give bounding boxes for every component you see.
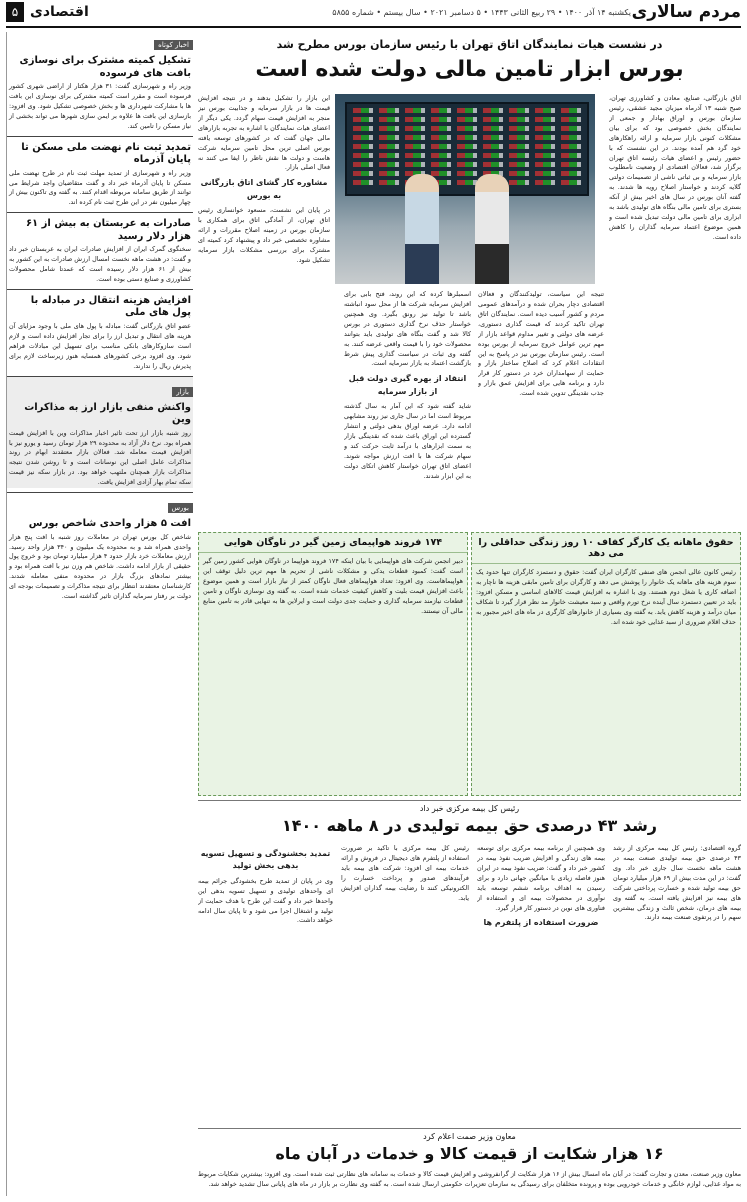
section-tag: بورس: [168, 503, 194, 513]
main-column-b-text: اسمبلرها کرده که این روند، فتح بابی برای افزایش سرمایه شرکت ها از محل سود انباشته باشد تا تولید نیز رونق بگیرد. وی همچنین خواستار حذف نرخ گذاری دستوری در بورس کالا شد و گفت بنگاه های تولیدی باید بتوانند محصولات خود را با قیمت واقعی عرضه کنند. به گفته وی ثبات در سیاست گذاری پیش شرط بازگشت اعتماد به بازار سرمایه است.: [344, 290, 471, 368]
section-tag: اخبار کوتاه: [154, 40, 193, 50]
newspaper-logo: مردم سالاری: [631, 2, 741, 22]
insurance-headline: رشد ۴۳ درصدی حق بیمه تولیدی در ۸ ماهه ۱۴۰۰: [281, 816, 658, 835]
insurance-subhead-2: تمدید بخشنودگی و تسهیل تسویه بدهی بخش تولید: [200, 849, 331, 871]
insurance-column-d-text: وی در پایان از تمدید طرح بخشودگی جرائم بیمه ای واحدهای تولیدی و تسهیل تسویه بدهی این واحدها خبر داد و گفت این طرح با هدف حمایت از تولید و اشتغال اجرا می شود و تا پایان سال ادامه خواهد داشت.: [198, 876, 333, 925]
news-text: عضو اتاق بازرگانی گفت: مبادله با پول های ملی با وجود مزایای آن هزینه های انتقال و تبدیل ارز را برای تجار افزایش داده است و لازم است سازوکارهای بانکی مناسب برای تسهیل این مبادلات فراهم شود. وی افزود برخی کشورهای همسایه هنوز زیرساخت لازم برای پذیرش ریال را ندارند.: [9, 321, 191, 370]
wage-news-box: [471, 532, 741, 796]
insurance-column-d: [198, 844, 333, 1124]
news-text: سخنگوی گمرک ایران از افزایش صادرات ایران به عربستان خبر داد و گفت: در هشت ماهه نخست امسال ارزش صادرات به این کشور به بیش از ۶۱ هزار دلار رسیده است که عمدتا شامل محصولات کشاورزی و صنایع دستی بوده است.: [9, 245, 191, 284]
section-name: اقتصادی: [30, 4, 89, 20]
stock-board-graphic: [345, 102, 589, 196]
news-text: وزیر راه و شهرسازی از تمدید مهلت ثبت نام در طرح نهضت ملی مسکن تا پایان آذرماه خبر داد و گفت متقاضیان واجد شرایط می توانند از طریق سامانه مربوطه اقدام کنند. به گفته وی تاکنون بیش از چهار میلیون نفر در این طرح ثبت نام کرده اند.: [9, 168, 191, 207]
page-number: ۵: [6, 2, 24, 22]
wage-news-text: رئیس کانون عالی انجمن های صنفی کارگران ایران گفت: حقوق و دستمزد کارگران تنها حدود یک سوم هزینه های ماهانه یک خانوار را پوشش می دهد و کارگران برای تامین مابقی هزینه ها ناچار به اضافه کاری یا شغل دوم هستند. وی با اشاره به افزایش قیمت کالاهای اساسی و مسکن افزود: باید در تعیین دستمزد سال آینده نرخ تورم واقعی و سبد معیشت خانوار مد نظر قرار گیرد تا شکاف میان درآمد و هزینه کاهش یابد. به گفته وی بسیاری از خانوارهای کارگری در ماه های اخیر مجبور به حذف اقلام ضروری از سبد غذایی خود شده اند.: [476, 568, 736, 626]
short-news-section: [7, 32, 193, 132]
aviation-news-box: [198, 532, 468, 796]
news-text: شاخص کل بورس تهران در معاملات روز شنبه با افت پنج هزار واحدی همراه شد و به محدوده یک میلیون و ۳۴۰ هزار واحد رسید. ارزش معاملات خرد بازار حدود ۴ هزار میلیارد تومان بود و خروج پول حقیقی از بازار ادامه داشت. شاخص هم وزن نیز با افت همراه بود و بیشتر نمادهای بزرگ بازار در محدوده منفی معامله شدند. کارشناسان معتقدند انتظار برای نتیجه مذاکرات و تصمیمات بودجه ای دولت بر رفتار سرمایه گذاران تاثیر گذاشته است.: [9, 532, 191, 601]
news-item: [7, 289, 193, 372]
main-column-c: [198, 94, 330, 534]
market-section: [7, 376, 193, 489]
complaints-text: معاون وزیر صنعت، معدن و تجارت گفت: در آبان ماه امسال بیش از ۱۶ هزار شکایت از گرانفروشی و افزایش قیمت کالا و خدمات به سامانه های نظارتی ثبت شده است. وی افزود: بیشترین شکایات مربوط به مواد غذایی، لوازم خانگی و خدمات خودرویی بوده و پرونده متخلفان برای رسیدگی به سازمان تعزیرات حکومتی ارسال شده است. به گفته وی نظارت بر بازار در ماه های پایانی سال تشدید خواهد شد.: [198, 1170, 741, 1188]
person-figure: [405, 174, 439, 284]
insurance-subhead-1: ضرورت استفاده از پلتفرم ها: [483, 918, 599, 928]
main-column-c-text: این بازار را تشکیل بدهند و در نتیجه افزایش قیمت ها در بازار سرمایه و جذابیت بورس نیز منجر به افزایش قیمت سهام گردد. یکی دیگر از اعضای هیات نمایندگان با اشاره به تجربه بازارهای مالی جهان گفت که در کشورهای توسعه یافته بورس اصلی ترین محل تامین سرمایه شرکت هاست و دولت ها نقش ناظر را ایفا می کنند نه فعال اصلی بازار.: [198, 94, 330, 172]
news-title: واکنش منفی بازار ارز به مذاکرات وین: [24, 401, 191, 426]
main-column-b: [344, 290, 471, 534]
news-text: روز شنبه بازار ارز تحت تاثیر اخبار مذاکرات وین با افزایش قیمت همراه بود. نرخ دلار آزاد به محدوده ۲۹ هزار تومان رسید و یورو نیز با افزایش قیمت معامله شد. فعالان بازار معتقدند ابهام در روند مذاکرات عامل اصلی این نوسانات است و تا روشن شدن نتیجه مذاکرات بازار همچنان ملتهب خواهد بود. در بازار سکه نیز قیمت سکه تمام بهار آزادی افزایش یافت.: [9, 428, 191, 487]
complaints-headline: ۱۶ هزار شکایت از قیمت کالا و خدمات در آبان ماه: [275, 1144, 664, 1163]
news-item: [7, 136, 193, 209]
main-column-e-text: در پایان این نشست، مسعود خوانساری رئیس اتاق تهران، از آمادگی اتاق برای همکاری با سازمان بورس در زمینه اصلاح مقررات و ارائه مشاوره تخصصی خبر داد و پیشنهاد کرد کمیته ای مشترک برای بررسی مشکلات بازار سرمایه تشکیل شود.: [198, 206, 330, 264]
insurance-column-b: [477, 844, 605, 1124]
main-column-d-text: شاید گفته شود که این آمار به سال گذشته مربوط است اما در سال جاری نیز روند مشابهی ادامه دارد. عرضه اوراق بدهی دولتی و انتشار گسترده این اوراق باعث شده که نقدینگی بازار به سمت ابزارهای با درآمد ثابت حرکت کند و سهام شرکت ها با افت ارزش مواجه شوند. اعضای اتاق تهران خواستار کاهش اتکای دولت به این ابزار شدند.: [344, 402, 471, 480]
stock-exchange-photo: [335, 94, 595, 284]
insurance-column-a: گروه اقتصادی: رئیس کل بیمه مرکزی از رشد ۴۳ درصدی حق بیمه تولیدی صنعت بیمه در هشت ماهه نخست سال جاری خبر داد. وی گفت: در این مدت بیش از ۶۹ هزار میلیارد تومان حق بیمه تولید شده و خسارت پرداختی شرکت های بیمه نیز افزایش یافته است. به گفته وی بیمه های درمان، شخص ثالث و زندگی بیشترین سهم را در پرتفوی صنعت بیمه دارند.: [613, 844, 741, 922]
main-subhead-2: مشاوره کار گشای اتاق بازرگانی به بورس: [200, 178, 328, 200]
news-title: افزایش هزینه انتقال در مبادله با پول های ملی: [30, 294, 191, 319]
news-text: وزیر راه و شهرسازی گفت: ۳۱ هزار هکتار از اراضی شهری کشور فرسوده است و مقرر است کمیته مشترکی برای نوسازی این بافت ها با مشارکت شهرداری ها و بخش خصوصی تشکیل شود. وی افزود: بازسازی این بافت ها علاوه بر ایمن سازی شهرها می تواند بخشی از نیاز مسکن را تامین کند.: [9, 82, 191, 130]
news-item: [7, 212, 193, 285]
main-kicker: در نشست هیات نمایندگان اتاق تهران با رئیس سازمان بورس مطرح شد: [276, 38, 663, 51]
issue-info: یکشنبه ۱۴ آذر ۱۴۰۰ • ۲۹ ربیع الثانی ۱۴۴۳ • ۵ دسامبر ۲۰۲۱ • سال بیستم • شماره ۵۸۵۵: [332, 8, 631, 17]
main-content: [198, 32, 741, 1196]
aviation-news-title: ۱۷۴ فروند هواپیمای زمین گیر در ناوگان هوایی: [199, 533, 467, 553]
news-title: تمدید ثبت نام نهضت ملی مسکن تا پایان آذرماه: [21, 141, 191, 166]
divider: [198, 1128, 741, 1129]
main-headline: بورس ابزار تامین مالی دولت شده است: [255, 57, 684, 82]
left-column: [6, 32, 193, 1196]
divider: [198, 800, 741, 801]
news-title: تشکیل کمیته مشترک برای نوسازی بافت های فرسوده: [19, 55, 191, 79]
person-figure: [475, 174, 509, 284]
insurance-column-c: رئیس کل بیمه مرکزی با تاکید بر ضرورت استفاده از پلتفرم های دیجیتال در فروش و ارائه خدمات بیمه ای افزود: شرکت های بیمه باید فرآیندهای صدور و پرداخت خسارت را الکترونیکی کنند تا رضایت بیمه گذاران افزایش یابد.: [341, 844, 469, 902]
section-tag: بازار: [172, 387, 193, 397]
stock-section: [7, 492, 193, 602]
insurance-column-b-text: وی همچنین از برنامه بیمه مرکزی برای توسعه بیمه های زندگی و افزایش ضریب نفوذ بیمه در کشور خبر داد و گفت: ضریب نفوذ بیمه در ایران هنوز فاصله زیادی با میانگین جهانی دارد و برای رسیدن به اهداف برنامه ششم توسعه باید نوآوری در محصولات بیمه ای و استفاده از فناوری های نوین در دستور کار قرار گیرد.: [477, 844, 605, 912]
news-title: افت ۵ هزار واحدی شاخص بورس: [28, 518, 191, 530]
masthead: [6, 2, 741, 28]
main-column-a: تنیجه این سیاست، تولیدکنندگان و فعالان اقتصادی دچار بحران شده و درآمدهای عمومی مردم و کشور آسیب دیده است. نمایندگان اتاق تهران تاکید کردند که قیمت گذاری دستوری، عرضه های دولتی و تغییر مداوم قواعد بازار از مهم ترین عوامل خروج سرمایه از بورس بوده است. رئیس سازمان بورس نیز در پاسخ به این انتقادات اعلام کرد که اصلاح ساختار بازار و حمایت از سهامداران خرد در دستور کار قرار دارد و برنامه هایی برای افزایش عمق بازار و جذب نقدینگی تدوین شده است.: [478, 290, 604, 398]
wage-news-title: حقوق ماهانه یک کارگر کفاف ۱۰ روز زندگی حداقلی را می دهد: [472, 533, 740, 564]
main-lead-column: اتاق بازرگانی، صنایع، معادن و کشاورزی تهران، صبح شنبه ۱۳ آذرماه میزبان مجید عشقی، رئیس سازمان بورس و اوراق بهادار و جمعی از نمایندگان بخش خصوصی بود که برای بیان مشکلات کنونی بازار سرمایه و ارائه راهکارهای خود گرد هم آمده بودند. در این نشست که با حضور رئیس و اعضای هیات رئیسه اتاق تهران برگزار شد، فعالان اقتصادی از وضعیت نامطلوب بازار سرمایه و بی ثباتی ناشی از تصمیمات دولتی گلایه کردند و خواستار اصلاح رویه ها شدند. به گفته آنان بورس در سال های اخیر بیش از آنکه بستری برای تامین مالی بنگاه های تولیدی باشد به ابزاری برای تامین مالی دولت تبدیل شده است و همین موضوع اعتماد سرمایه گذاران را کاهش داده است.: [609, 94, 741, 241]
main-subhead-1: انتقاد از بهره گیری دولت قبل از بازار سرمایه: [348, 374, 467, 396]
news-title: صادرات به عربستان به بیش از ۶۱ هزار دلار رسید: [25, 218, 191, 242]
complaints-kicker: معاون وزیر صمت اعلام کرد: [423, 1132, 516, 1141]
insurance-kicker: رئیس کل بیمه مرکزی خبر داد: [419, 804, 520, 813]
aviation-news-text: دبیر انجمن شرکت های هواپیمایی با بیان اینکه ۱۷۴ فروند هواپیما در ناوگان هوایی کشور زمین گیر است گفت: کمبود قطعات یدکی و مشکلات ناشی از تحریم ها مهم ترین دلیل توقف این هواپیماهاست. وی افزود: تعداد هواپیماهای فعال ناوگان کمتر از نیاز بازار است و همین موضوع باعث افزایش قیمت بلیت و کاهش کیفیت خدمات شده است. به گفته وی نوسازی ناوگان و تامین قطعات نیازمند سرمایه گذاری و حمایت جدی دولت است و ایرلاین ها به تنهایی قادر به تامین منابع مالی آن نیستند.: [203, 557, 463, 615]
